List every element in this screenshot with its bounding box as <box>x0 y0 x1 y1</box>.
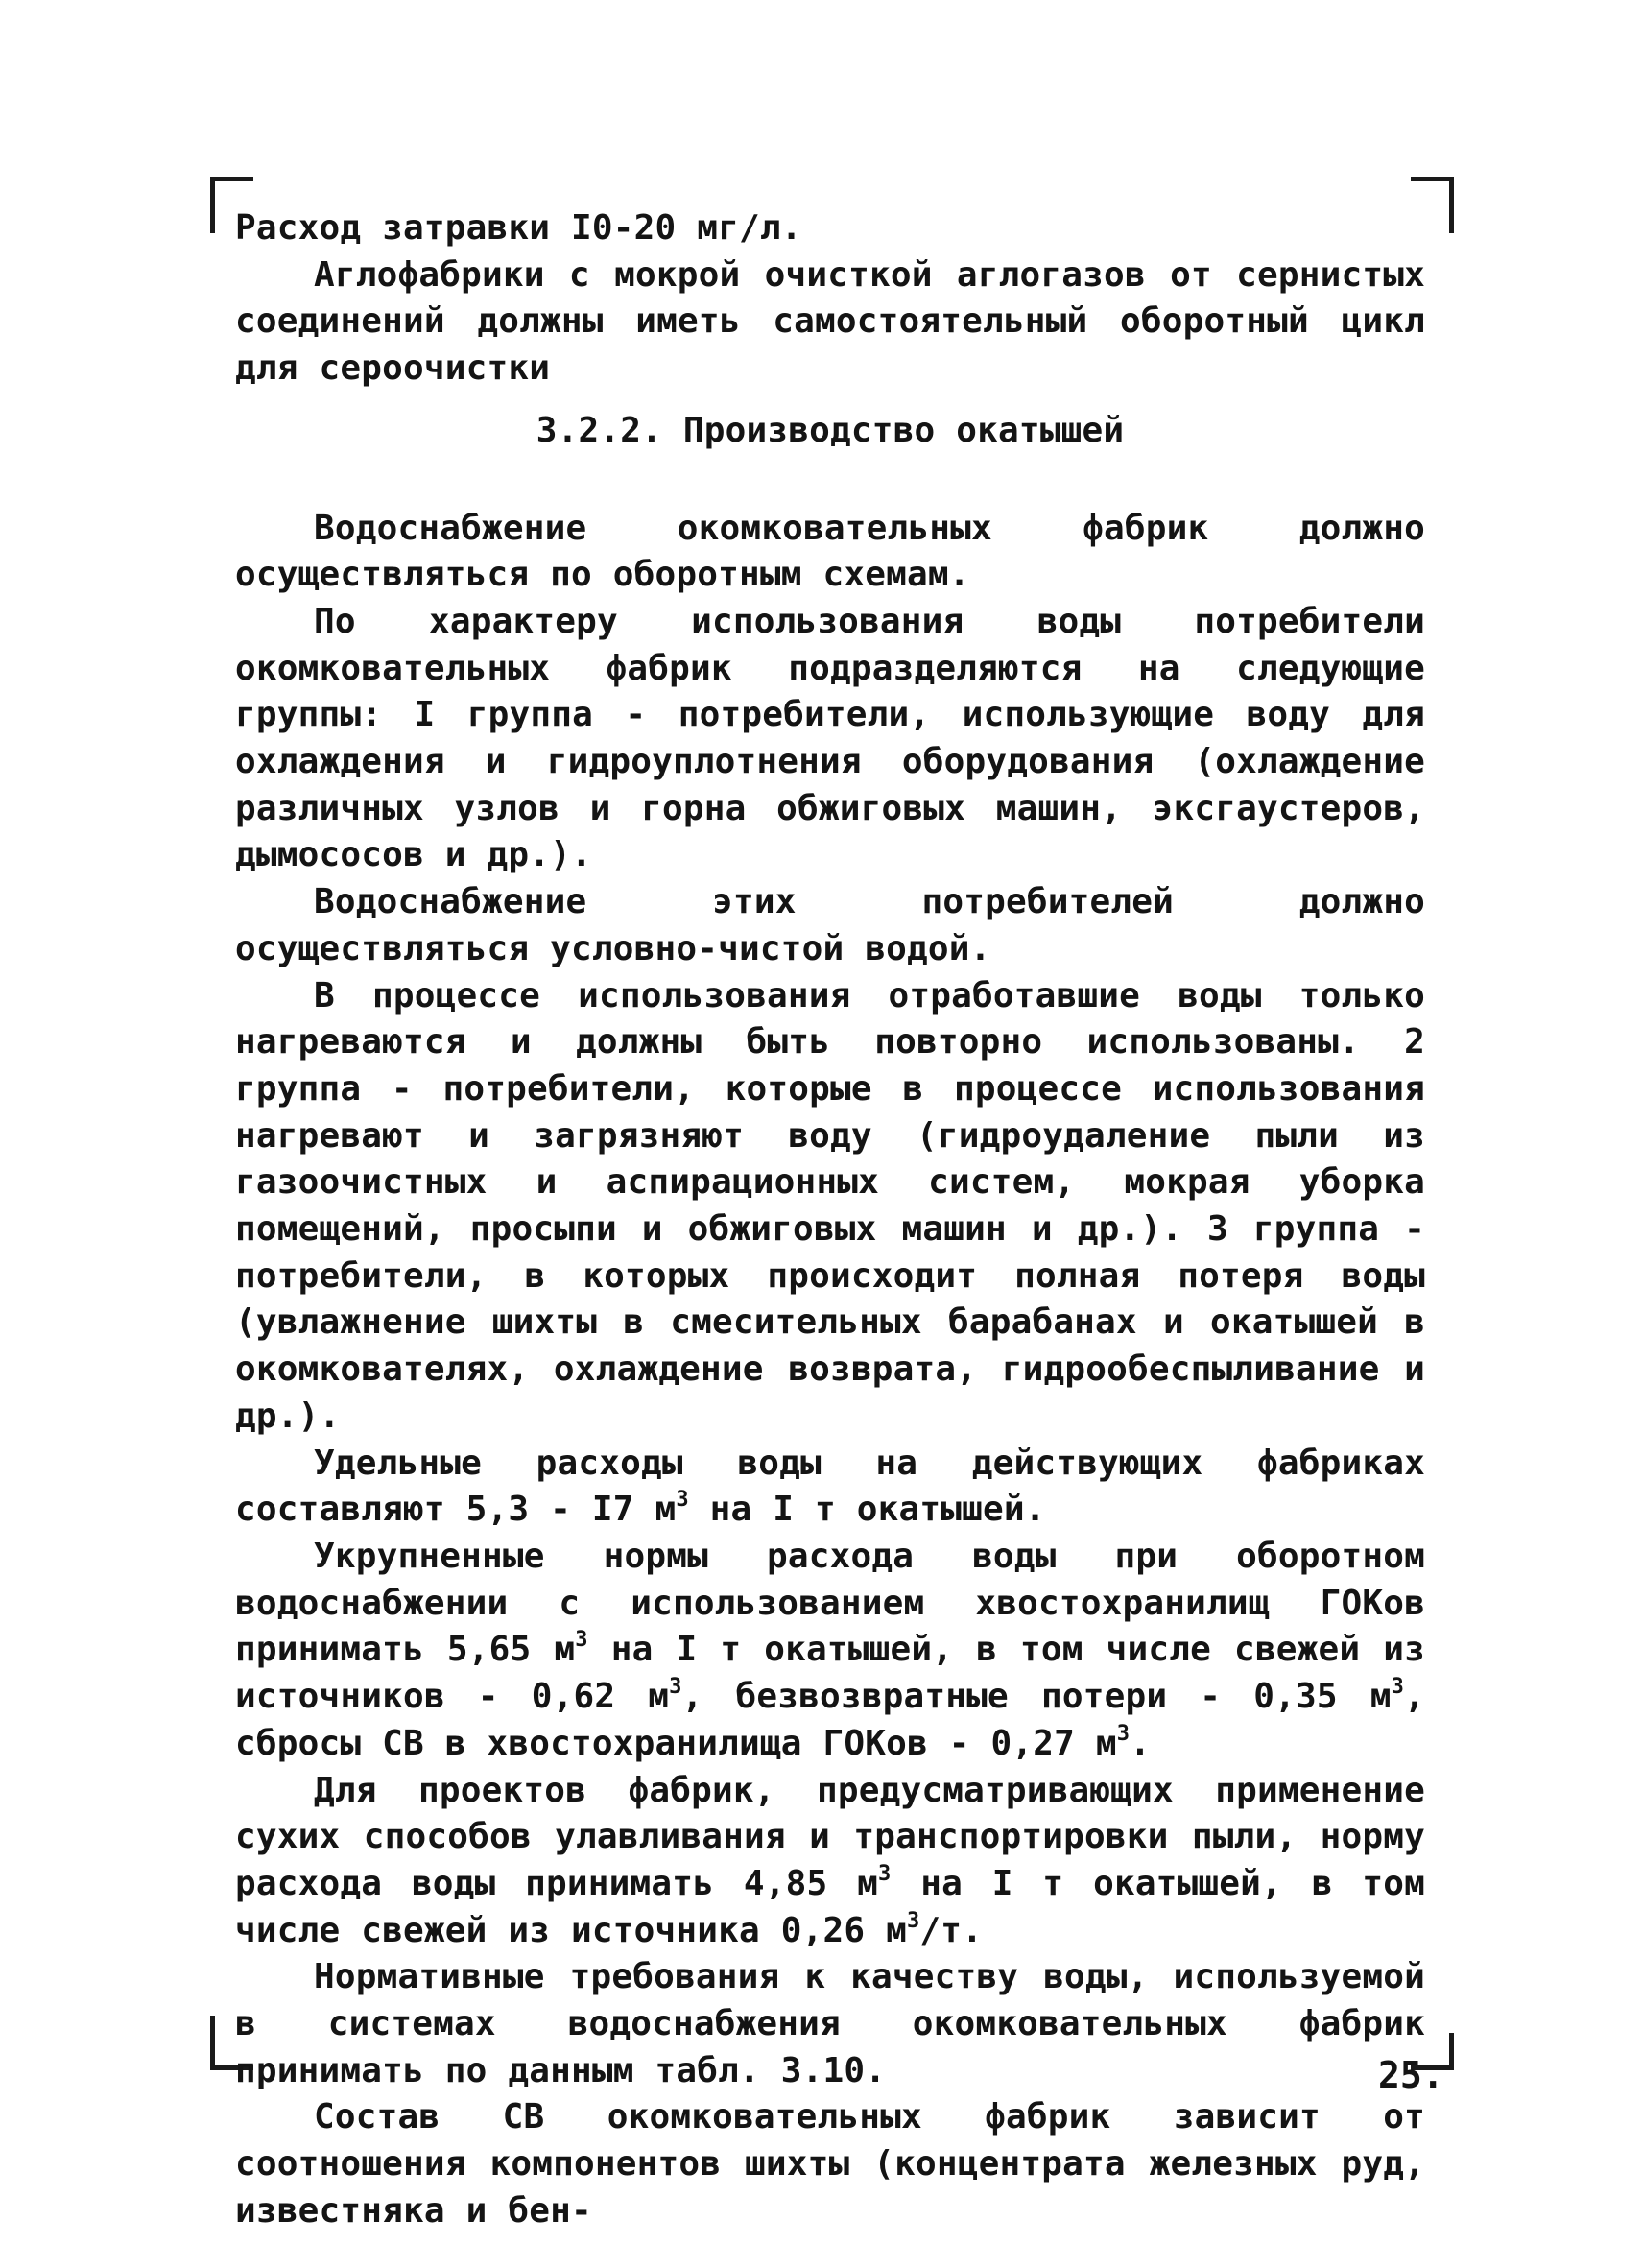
document-body <box>235 205 1425 2235</box>
page-number: 25. <box>1378 2054 1444 2096</box>
section-heading: 3.2.2. Производство окатышей <box>536 410 1125 450</box>
paragraph-dry-methods: Для проектов фабрик, предусматривающих применение сухих способов улавливания и транспортировки пыли, норму расхода воды принимать 4,85 $м^3$ на I т окатышей, в том числе свежей из источника 0,26 $м^3/т$. <box>235 1770 1425 1950</box>
paragraph-seed-rate: Расход затравки I0-20 мг/л. <box>235 208 802 248</box>
paragraph-consolidated-norms: Укрупненные нормы расхода воды при оборотном водоснабжении с использованием хвостохранилищ ГОКов принимать 5,65 $м^3$ на I т окатышей, в том числе свежей из источников - 0,62 $м^3$, безвозвратные потери - 0,35 $м^3$, сбросы СВ в хвостохранилища ГОКов - 0,27 $м^3$. <box>235 1536 1425 1763</box>
paragraph-clean-water: Водоснабжение этих потребителей должно осуществляться условно-чистой водой. <box>235 882 1425 968</box>
paragraph-wastewater-composition: Состав СВ окомковательных фабрик зависит от соотношения компонентов шихты (концентрата железных руд, известняка и бен- <box>235 2097 1425 2231</box>
paragraph-groups-2-3: В процессе использования отработавшие воды только нагреваются и должны быть повторно использованы. 2 группа - потребители, которые в процессе использования нагревают и загрязняют воду (гидроудаление пыли из газоочистных и аспирационных систем, мокрая уборка помещений, просыпи и обжиговых машин и др.). 3 группа - потребители, в которых происходит полная потеря воды (увлажнение шихты в смесительных барабанах и окатышей в окомкователях, охлаждение возврата, гидрообеспыливание и др.). <box>235 975 1425 1436</box>
paragraph-specific-consumption: Удельные расходы воды на действующих фабриках составляют 5,3 - I7 $м^3$ на I т окатышей. <box>235 1443 1425 1530</box>
paragraph-sinter-plants: Аглофабрики с мокрой очисткой аглогазов от сернистых соединений должны иметь самостоятельный оборотный цикл для сероочистки <box>235 254 1425 389</box>
paragraph-consumer-groups: По характеру использования воды потребители окомковательных фабрик подразделяются на следующие группы: I группа - потребители, использующие воду для охлаждения и гидроуплотнения оборудования (охлаждение различных узлов и горна обжиговых машин, эксгаустеров, дымососов и др.). <box>235 601 1425 875</box>
paragraph-quality-requirements: Нормативные требования к качеству воды, используемой в системах водоснабжения окомковательных фабрик принимать по данным табл. 3.10. <box>235 1957 1425 2090</box>
paragraph-water-supply: Водоснабжение окомковательных фабрик должно осуществляться по оборотным схемам. <box>235 508 1425 595</box>
